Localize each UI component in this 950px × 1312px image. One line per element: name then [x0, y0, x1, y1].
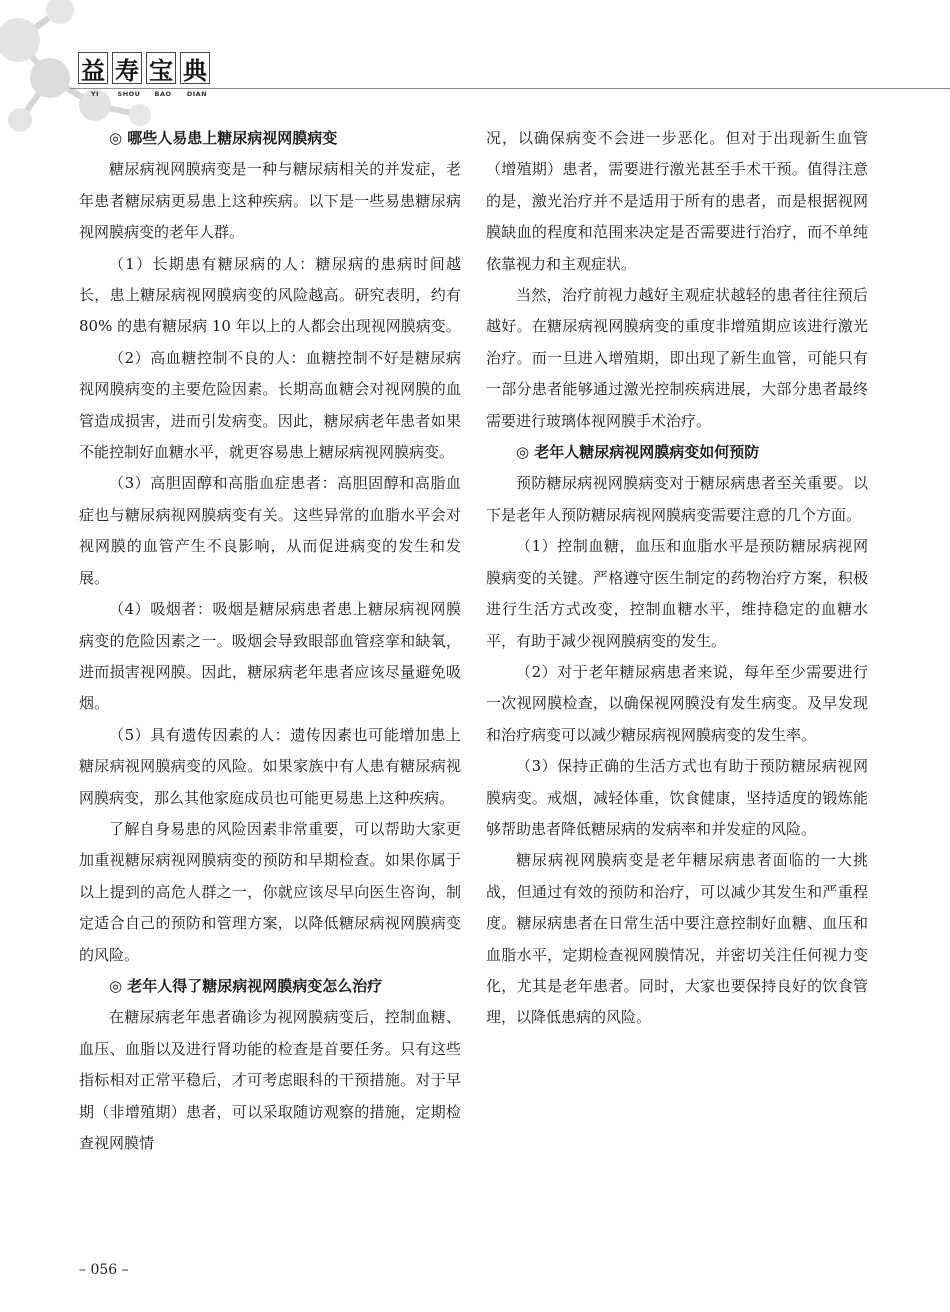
paragraph-continued: 况，以确保病变不会进一步恶化。但对于出现新生血管（增殖期）患者，需要进行激光甚至手术干预。值得注意的是，激光治疗并不是适用于所有的患者，而是根据视网膜缺血的程度和范围来决定是否需要进行治疗，而不单纯依靠视力和主观症状。 [486, 129, 868, 273]
right-column [486, 123, 868, 1034]
paragraph: （3）保持正确的生活方式也有助于预防糖尿病视网膜病变。戒烟，减轻体重，饮食健康，坚持适度的锻炼能够帮助患者降低糖尿病的发病率和并发症的风险。 [486, 757, 868, 838]
section-heading-prevention: ◎ 老年人糖尿病视网膜病变如何预防 [516, 443, 760, 462]
header-rule [70, 88, 950, 89]
logo-pinyin-syllable: SHOU [117, 90, 141, 98]
paragraph: 糖尿病视网膜病变是一种与糖尿病相关的并发症，老年患者糖尿病更易患上这种疾病。以下是一些易患糖尿病视网膜病变的老年人群。 [79, 160, 461, 242]
logo-char: 典 [180, 52, 210, 84]
logo-pinyin-syllable: BAO [154, 90, 172, 98]
logo-char: 益 [78, 52, 108, 84]
paragraph: （2）对于老年糖尿病患者来说，每年至少需要进行一次视网膜检查，以确保视网膜没有发生病变。及早发现和治疗病变可以减少糖尿病视网膜病变的发生率。 [486, 662, 868, 744]
logo-pinyin-syllable: DIAN [186, 90, 208, 98]
left-column [79, 123, 461, 1159]
paragraph: （2）高血糖控制不良的人：血糖控制不好是糖尿病视网膜病变的主要危险因素。长期高血糖会对视网膜的血管造成损害，进而引发病变。因此，糖尿病老年患者如果不能控制好血糖水平，就更容易患上糖尿病视网膜病变。 [79, 348, 461, 462]
logo-pinyin [78, 90, 214, 98]
logo-char: 宝 [146, 52, 176, 84]
paragraph: 糖尿病视网膜病变是老年糖尿病患者面临的一大挑战，但通过有效的预防和治疗，可以减少其发生和严重程度。糖尿病患者在日常生活中要注意控制好血糖、血压和血脂水平，定期检查视网膜情况，并密切关注任何视力变化，尤其是老年患者。同时，大家也要保持良好的饮食管理，以降低患病的风险。 [486, 851, 868, 1027]
paragraph: 在糖尿病老年患者确诊为视网膜病变后，控制血糖、血压、血脂以及进行肾功能的检查是首要任务。只有这些指标相对正常平稳后，才可考虑眼科的干预措施。对于早期（非增殖期）患者，可以采取随访观察的措施，定期检查视网膜情 [79, 1008, 461, 1152]
paragraph: （4）吸烟者：吸烟是糖尿病患者患上糖尿病视网膜病变的危险因素之一。吸烟会导致眼部血管痉挛和缺氧，进而损害视网膜。因此，糖尿病老年患者应该尽量避免吸烟。 [79, 600, 461, 713]
logo-pinyin-syllable: YI [90, 90, 100, 98]
page-number: – 056 – [79, 1262, 129, 1278]
paragraph: （3）高胆固醇和高脂血症患者：高胆固醇和高脂血症也与糖尿病视网膜病变有关。这些异常的血脂水平会对视网膜的血管产生不良影响，从而促进病变的发生和发展。 [79, 474, 461, 587]
paragraph: （1）控制血糖，血压和血脂水平是预防糖尿病视网膜病变的关键。严格遵守医生制定的药物治疗方案，积极进行生活方式改变，控制血糖水平，维持稳定的血糖水平，有助于减少视网膜病变的发生。 [486, 537, 868, 650]
section-heading-treatment: ◎ 老年人得了糖尿病视网膜病变怎么治疗 [109, 976, 383, 995]
publication-logo [78, 52, 210, 84]
paragraph: 预防糖尿病视网膜病变对于糖尿病患者至关重要。以下是老年人预防糖尿病视网膜病变需要注意的几个方面。 [486, 474, 868, 524]
paragraph: 当然，治疗前视力越好主观症状越轻的患者往往预后越好。在糖尿病视网膜病变的重度非增殖期应该进行激光治疗。而一旦进入增殖期，即出现了新生血管，可能只有一部分患者能够通过激光控制疾病进展，大部分患者最终需要进行玻璃体视网膜手术治疗。 [486, 286, 868, 430]
logo-char: 寿 [112, 52, 142, 84]
paragraph: （5）具有遗传因素的人：遗传因素也可能增加患上糖尿病视网膜病变的风险。如果家族中有人患有糖尿病视网膜病变，那么其他家庭成员也可能更易患上这种疾病。 [79, 725, 461, 807]
paragraph: （1）长期患有糖尿病的人：糖尿病的患病时间越长，患上糖尿病视网膜病变的风险越高。研究表明，约有 80% 的患有糖尿病 10 年以上的人都会出现视网膜病变。 [79, 254, 461, 336]
paragraph: 了解自身易患的风险因素非常重要，可以帮助大家更加重视糖尿病视网膜病变的预防和早期检查。如果你属于以上提到的高危人群之一，你就应该尽早向医生咨询，制定适合自己的预防和管理方案，以降低糖尿病视网膜病变的风险。 [79, 819, 461, 964]
section-heading-who-at-risk: ◎ 哪些人易患上糖尿病视网膜病变 [109, 129, 338, 147]
